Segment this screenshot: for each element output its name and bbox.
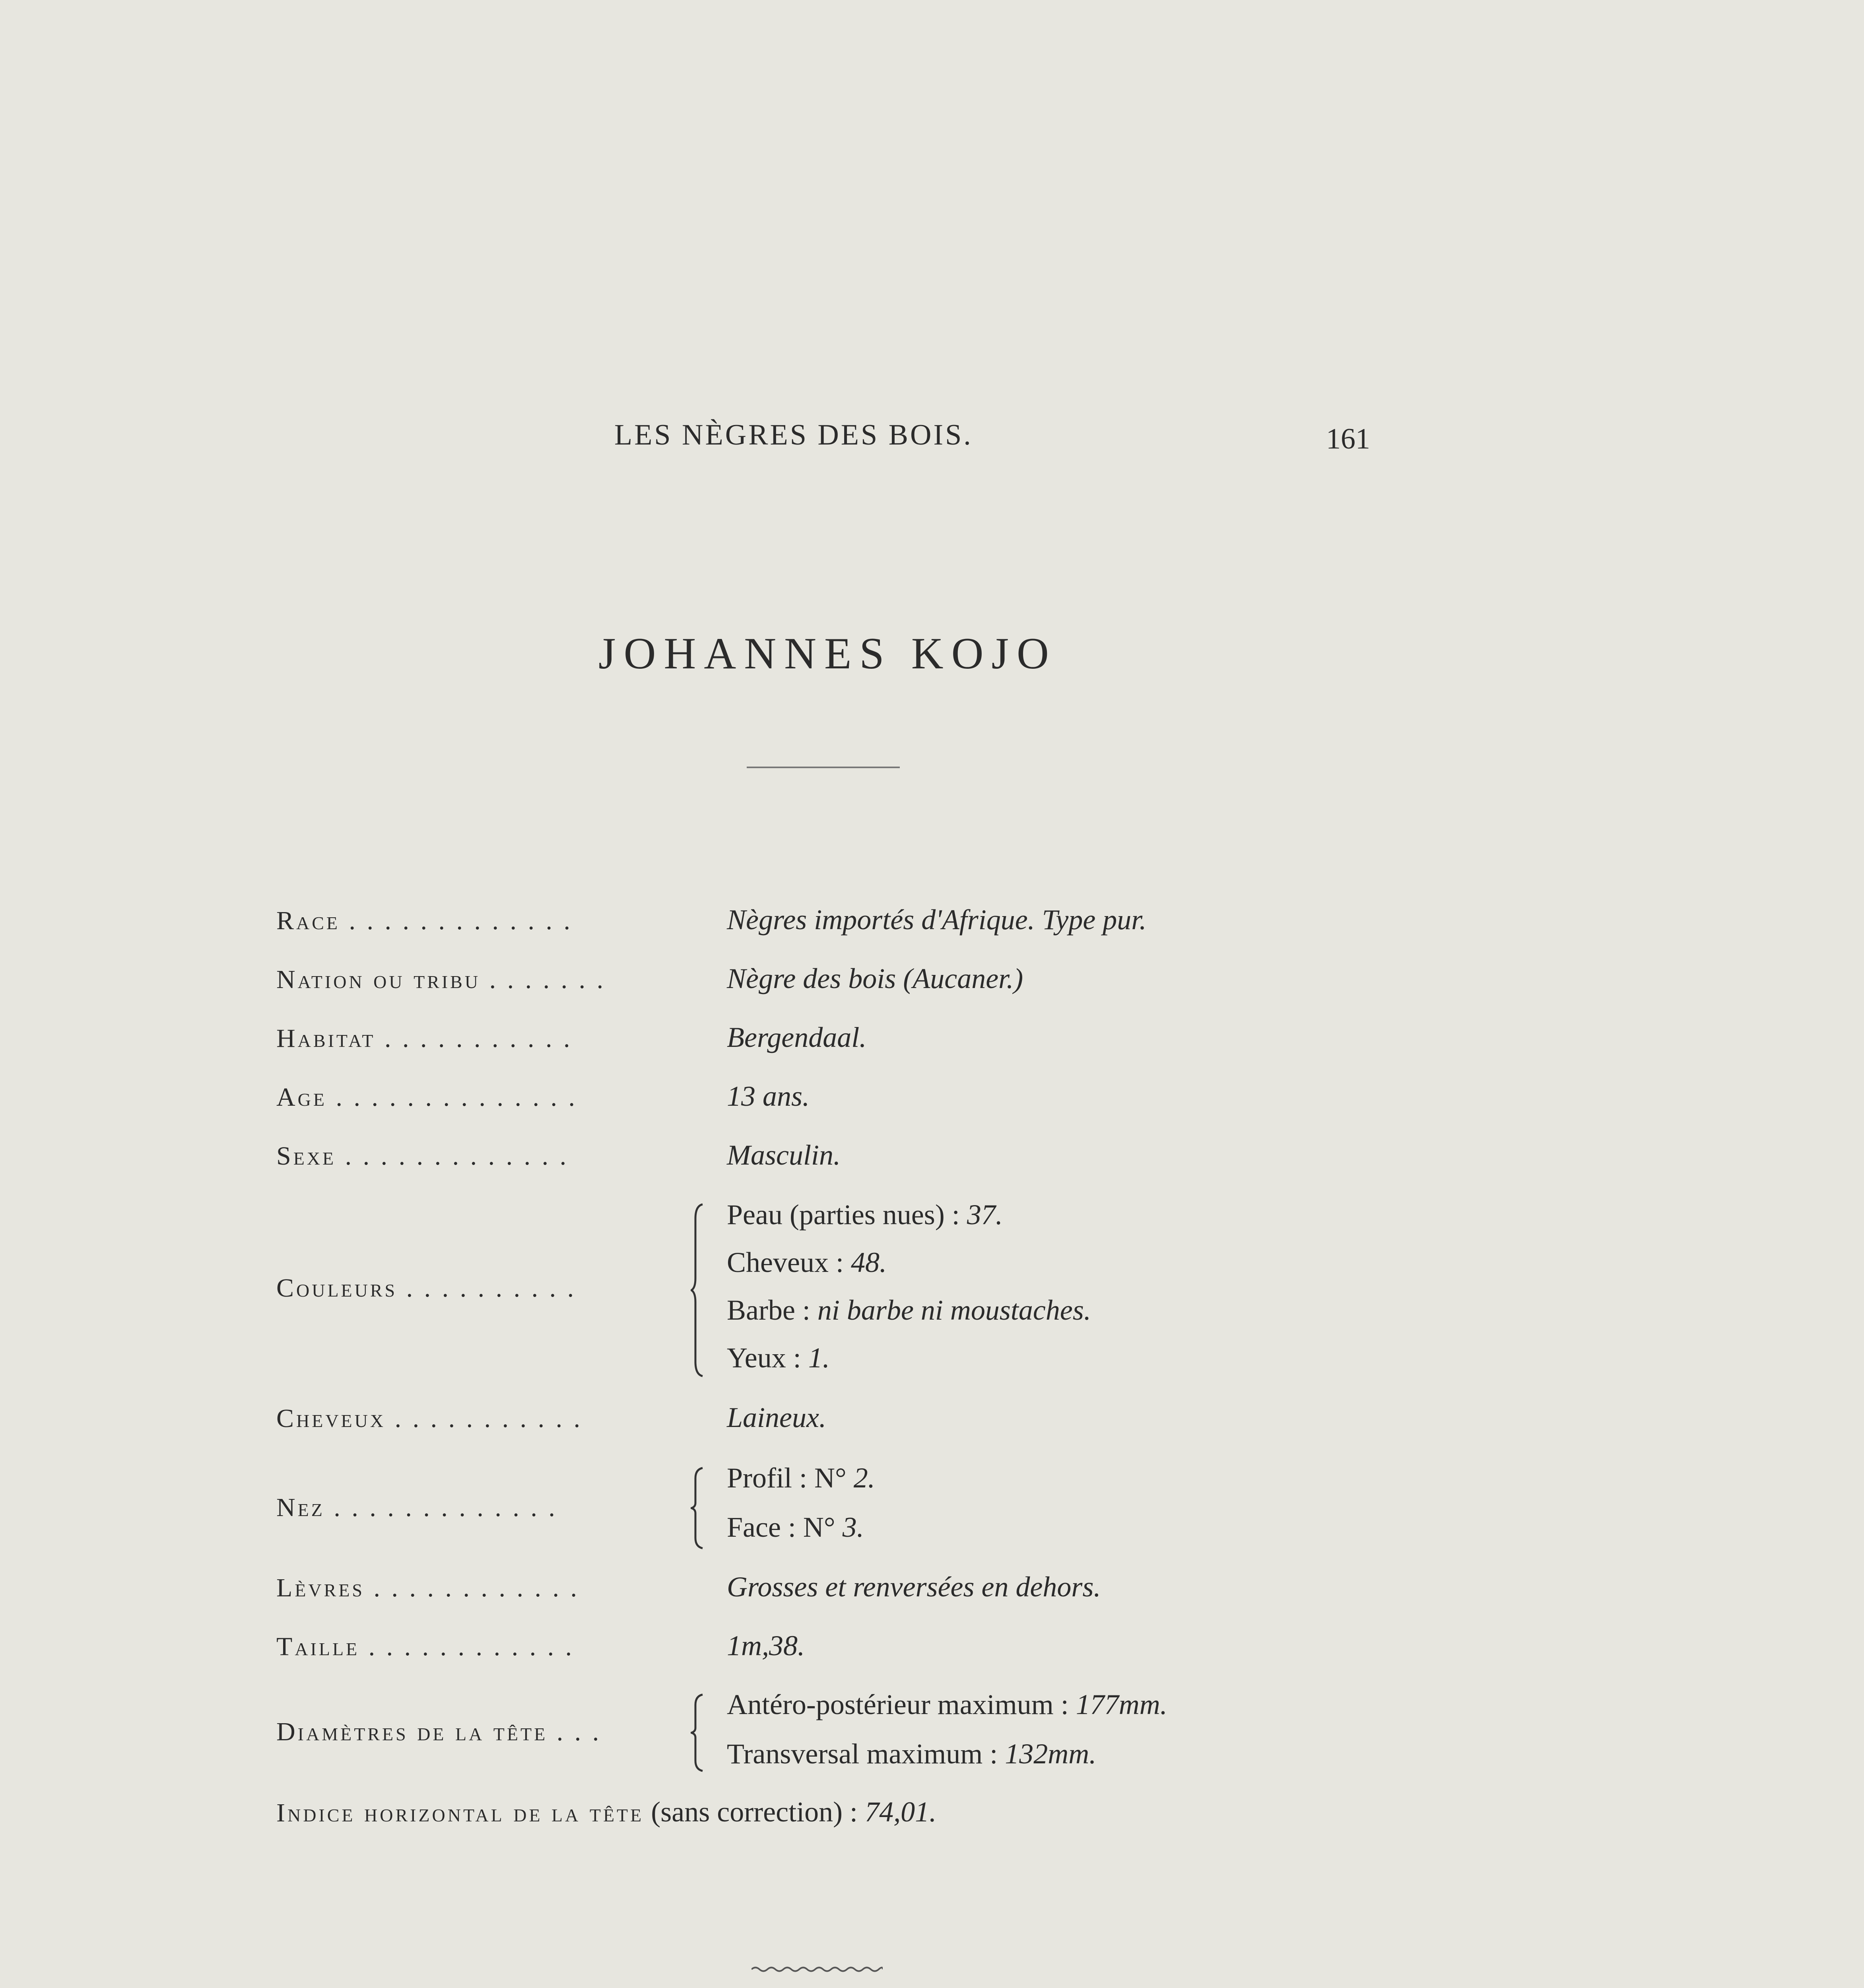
diametres-antero: Antéro-postérieur maximum : 177mm. [727, 1689, 1167, 1720]
levres-value: Grosses et renversées en dehors. [727, 1571, 1101, 1603]
wavy-ornament [751, 1965, 883, 1974]
running-title: LES NÈGRES DES BOIS. [614, 419, 973, 451]
cheveux-value: Laineux. [727, 1402, 826, 1433]
couleurs-peau: Peau (parties nues) : 37. [727, 1199, 1003, 1231]
taille-value: 1m,38. [727, 1630, 805, 1662]
diametres-label: Diamètres de la tête . . . [276, 1717, 602, 1746]
nation-value: Nègre des bois (Aucaner.) [727, 963, 1023, 994]
couleurs-barbe: Barbe : ni barbe ni moustaches. [727, 1294, 1091, 1326]
sexe-label: Sexe . . . . . . . . . . . . . [276, 1142, 569, 1171]
diametres-brace [691, 1693, 705, 1773]
couleurs-yeux: Yeux : 1. [727, 1342, 830, 1374]
sexe-value: Masculin. [727, 1139, 841, 1171]
cheveux-label: Cheveux . . . . . . . . . . . [276, 1404, 583, 1433]
taille-label: Taille . . . . . . . . . . . . [276, 1632, 575, 1661]
nez-label: Nez . . . . . . . . . . . . . [276, 1493, 557, 1522]
nez-brace [691, 1466, 705, 1550]
couleurs-brace [691, 1203, 705, 1378]
age-label: Age . . . . . . . . . . . . . . [276, 1083, 577, 1112]
nez-face: Face : N° 3. [727, 1511, 864, 1543]
diametres-transversal: Transversal maximum : 132mm. [727, 1738, 1097, 1770]
title-rule [747, 767, 900, 768]
nation-label: Nation ou tribu . . . . . . . [276, 965, 606, 994]
habitat-value: Bergendaal. [727, 1021, 867, 1053]
age-value: 13 ans. [727, 1080, 810, 1112]
levres-label: Lèvres . . . . . . . . . . . . [276, 1573, 579, 1602]
couleurs-label: Couleurs . . . . . . . . . . [276, 1274, 577, 1303]
habitat-label: Habitat . . . . . . . . . . . [276, 1024, 573, 1053]
race-label: Race . . . . . . . . . . . . . [276, 906, 573, 935]
page-title: JOHANNES KOJO [598, 629, 1057, 678]
indice-line: Indice horizontal de la tête (sans correction) : 74,01. [276, 1796, 937, 1828]
couleurs-cheveux: Cheveux : 48. [727, 1246, 887, 1278]
race-value: Nègres importés d'Afrique. Type pur. [727, 904, 1147, 936]
page-number: 161 [1326, 423, 1370, 455]
nez-profil: Profil : N° 2. [727, 1462, 875, 1494]
